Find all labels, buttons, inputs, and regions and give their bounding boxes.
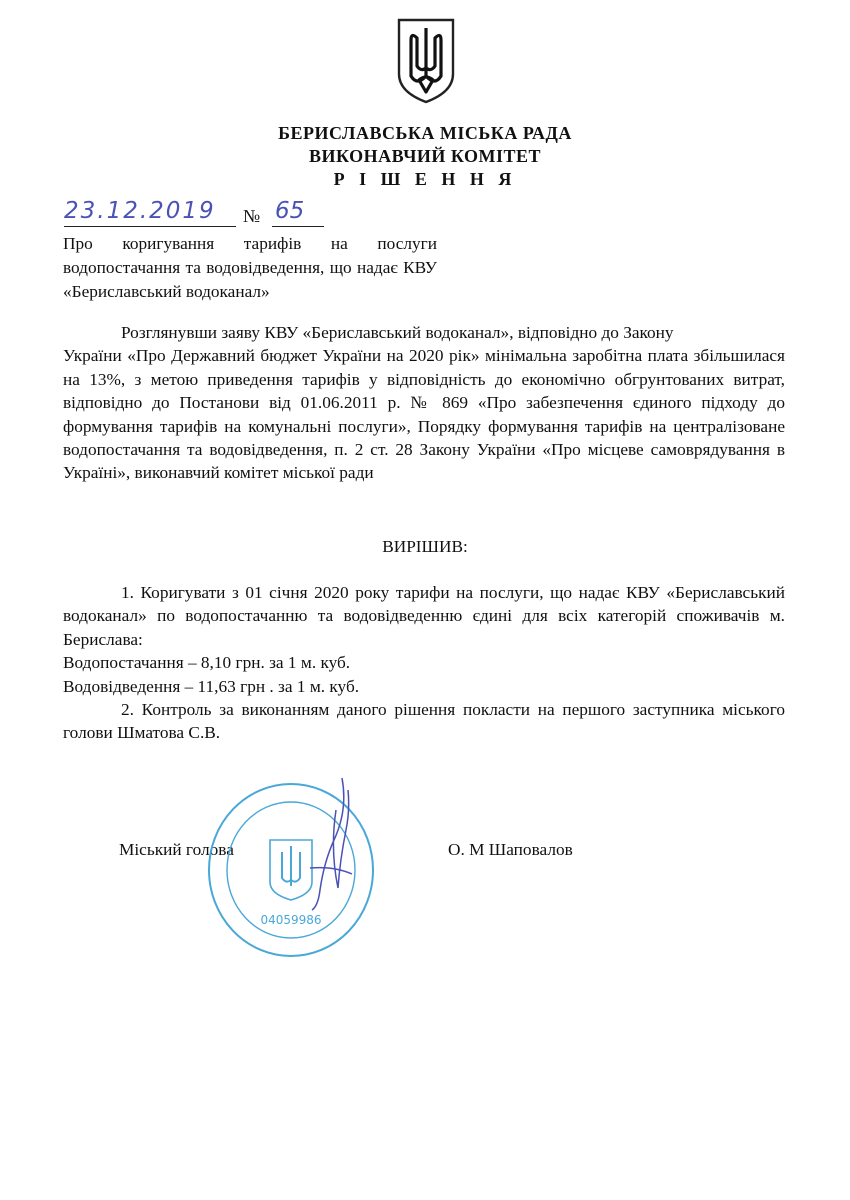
preamble: [63, 321, 785, 485]
date-underline: [64, 226, 236, 227]
document-type: Р І Ш Е Н Н Я: [333, 169, 517, 189]
committee-name: ВИКОНАВЧИЙ КОМІТЕТ: [308, 146, 542, 166]
number-label: №: [243, 206, 261, 226]
handwritten-signature-icon: [290, 770, 370, 920]
signatory-role: Міський голова: [119, 840, 234, 859]
decision-body: [63, 581, 785, 745]
tariff-water-supply: Водопостачання – 8,10 грн. за 1 м. куб.: [63, 653, 351, 673]
decision-item-2: 2. Контроль за виконанням даного рішення покласти на першого заступника міського голови Шматова С.В.: [63, 700, 785, 743]
decision-date: 23.12.2019: [64, 198, 216, 224]
signatory-name: О. М Шаповалов: [448, 840, 573, 859]
decision-item-1: 1. Коригувати з 01 січня 2020 року тарифи на послуги, що надає КВУ «Бериславський водоканал» по водопостачанню та водовідведенню єдині для всіх категорій споживачів м. Берислава:: [63, 583, 785, 649]
coat-of-arms-icon: [393, 14, 459, 104]
svg-text:04059986: 04059986: [260, 913, 322, 927]
council-name: БЕРИСЛАВСЬКА МІСЬКА РАДА: [278, 123, 572, 143]
tariff-water-drain: Водовідведення – 11,63 грн . за 1 м. куб.: [63, 676, 360, 696]
resolved-heading: ВИРІШИВ:: [382, 537, 468, 556]
decision-number: 65: [275, 198, 305, 224]
preamble-text: України «Про Державний бюджет України на 2020 рік» мінімальна заробітна плата збільшилася на 13%, з метою приведення тарифів у відповідність до економічно обгрунтованих витрат, відповідно до Постанови від 01.06.2011 р. № 869 «Про забезпечення єдиного підходу до формування тарифів на комунальні послуги», Порядку формування тарифів на централізоване водопостачання та водовідведення, п. 2 ст. 28 Закону України «Про місцеве самоврядування в Україні», виконавчий комітет міської ради: [63, 346, 785, 483]
preamble-first-line: Розглянувши заяву КВУ «Бериславський водоканал», відповідно до Закону: [121, 323, 674, 342]
decision-subject: Про коригування тарифів на послуги водопостачання та водовідведення, що надає КВУ «Бериславський водоканал»: [63, 234, 437, 301]
number-underline: [272, 226, 324, 227]
